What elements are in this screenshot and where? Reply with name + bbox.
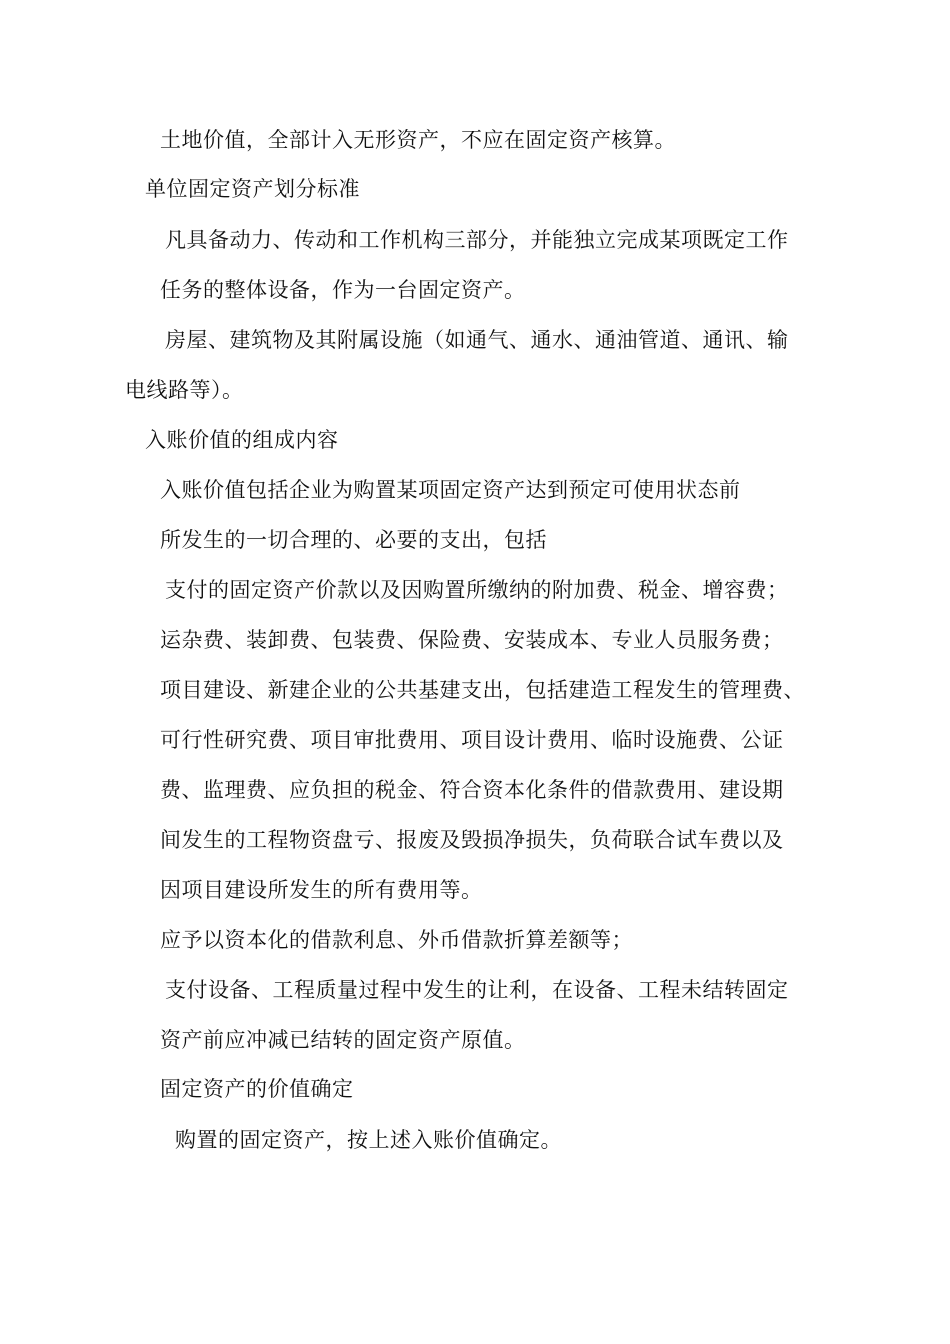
section-heading-entry-value: 入账价值的组成内容 [145, 428, 339, 452]
text-line-16: 因项目建设所发生的所有费用等。 [160, 878, 483, 902]
text-line-10: 支付的固定资产价款以及因购置所缴纳的附加费、税金、增容费； [165, 578, 789, 602]
text-line-11: 运杂费、装卸费、包装费、保险费、安装成本、专业人员服务费； [160, 628, 784, 652]
text-line-9: 所发生的一切合理的、必要的支出，包括 [160, 528, 547, 552]
text-line-8: 入账价值包括企业为购置某项固定资产达到预定可使用状态前 [160, 478, 741, 502]
text-line-14: 费、监理费、应负担的税金、符合资本化条件的借款费用、建设期 [160, 778, 784, 802]
text-line-3: 凡具备动力、传动和工作机构三部分，并能独立完成某项既定工作 [165, 228, 789, 252]
text-line-5: 房屋、建筑物及其附属设施（如通气、通水、通油管道、通讯、输 [165, 328, 789, 352]
text-line-13: 可行性研究费、项目审批费用、项目设计费用、临时设施费、公证 [160, 728, 784, 752]
text-line-12: 项目建设、新建企业的公共基建支出，包括建造工程发生的管理费、 [160, 678, 805, 702]
section-heading-unit-division: 单位固定资产划分标准 [145, 177, 360, 201]
text-line-21: 购置的固定资产，按上述入账价值确定。 [175, 1128, 562, 1152]
text-line-15: 间发生的工程物资盘亏、报废及毁损净损失，负荷联合试车费以及 [160, 828, 784, 852]
text-line-18: 支付设备、工程质量过程中发生的让利，在设备、工程未结转固定 [165, 978, 789, 1002]
section-heading-value-determination: 固定资产的价值确定 [160, 1077, 354, 1101]
text-line-1: 土地价值，全部计入无形资产，不应在固定资产核算。 [160, 128, 676, 152]
text-line-17: 应予以资本化的借款利息、外币借款折算差额等； [160, 928, 633, 952]
text-line-6: 电线路等）。 [125, 378, 244, 402]
text-line-19: 资产前应冲减已结转的固定资产原值。 [160, 1028, 526, 1052]
text-line-4: 任务的整体设备，作为一台固定资产。 [160, 278, 526, 302]
